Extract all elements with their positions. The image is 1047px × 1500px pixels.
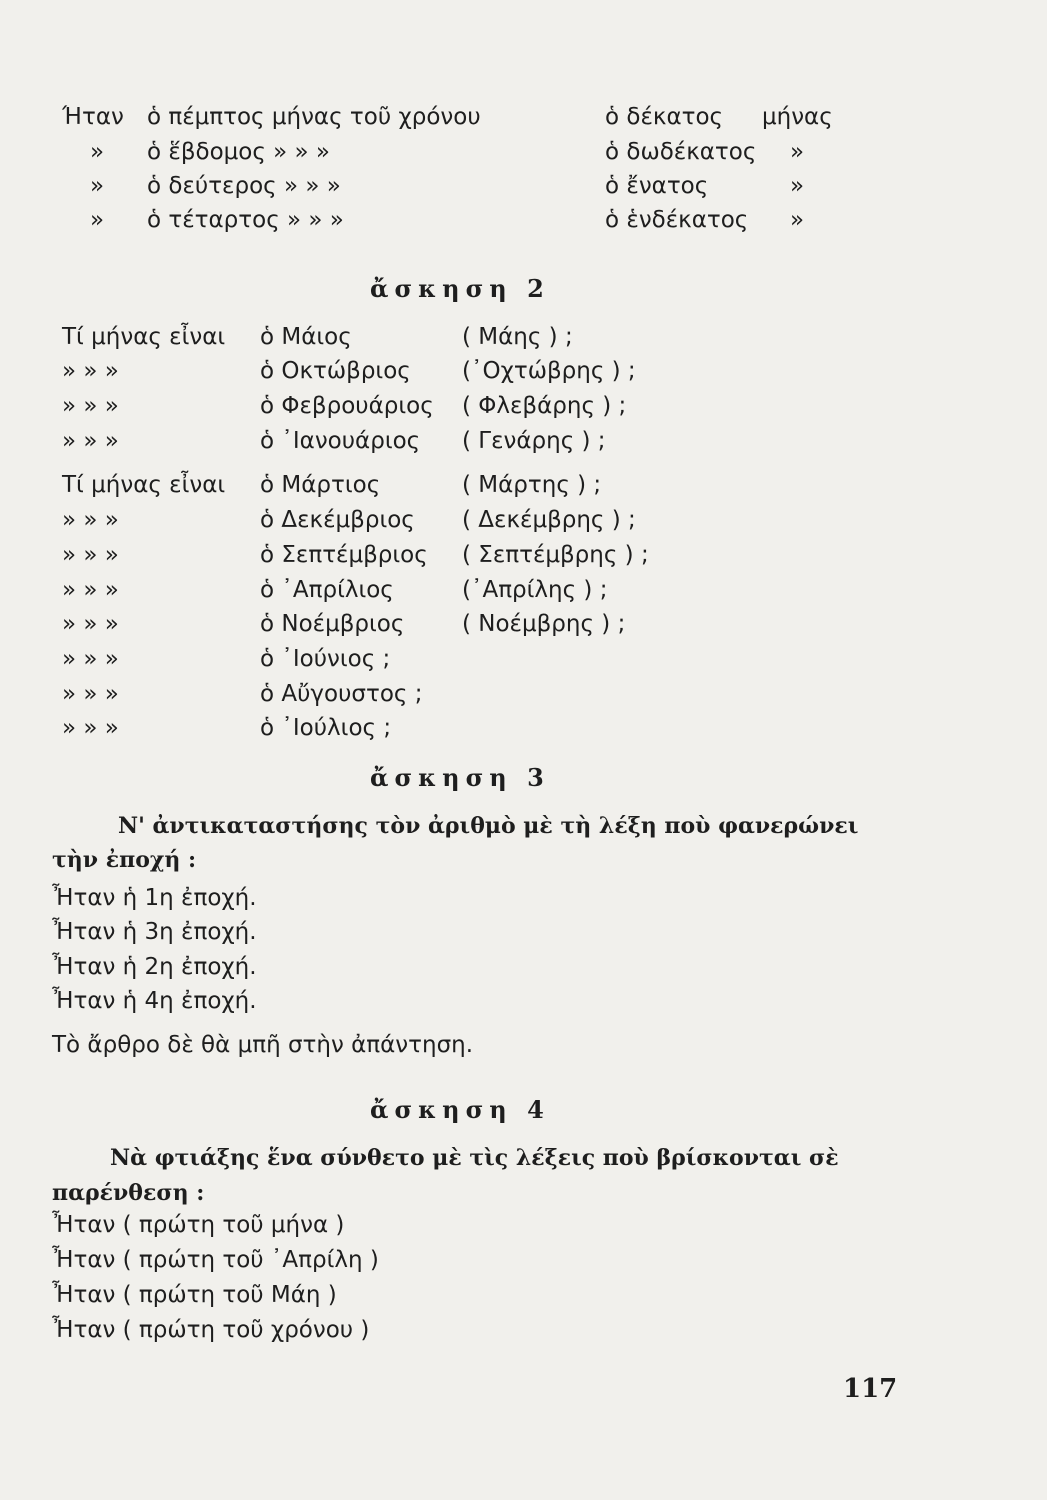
s1-cell-a: »: [90, 207, 105, 233]
exercise-3-line: Ἦταν ἡ 3η ἐποχή.: [52, 919, 257, 945]
month-name: ὁ ᾿Ιούλιος ;: [260, 715, 392, 741]
exercise-4-instruction-cont: παρένθεση :: [52, 1180, 205, 1206]
question-text: » » »: [62, 428, 119, 454]
popular-name: ( Δεκέμβρης ) ;: [462, 507, 636, 533]
month-name: ὁ Νοέμβριος: [260, 611, 405, 637]
question-text: Τί μήνας εἶναι: [62, 472, 226, 498]
s1-cell-c: ὁ ἔνατος: [605, 173, 709, 199]
popular-name: (᾿Οχτώβρης ) ;: [462, 358, 636, 384]
s1-cell-d: μήνας: [762, 104, 833, 130]
page-number: 117: [843, 1374, 898, 1404]
exercise-2-title: ἄσκηση 2: [370, 274, 550, 303]
s1-cell-a: Ήταν: [62, 104, 124, 130]
popular-name: ( Φλεβάρης ) ;: [462, 393, 627, 419]
question-text: » » »: [62, 358, 119, 384]
month-name: ὁ Αὔγουστος ;: [260, 681, 423, 707]
popular-name: ( Σεπτέμβρης ) ;: [462, 542, 649, 568]
exercise-4-line: Ἦταν ( πρώτη τοῦ μήνα ): [52, 1212, 345, 1238]
question-text: » » »: [62, 715, 119, 741]
s1-cell-b: ὁ ἕβδομος » » »: [147, 139, 330, 165]
question-text: » » »: [62, 507, 119, 533]
s1-cell-d: »: [790, 139, 805, 165]
s1-cell-c: ὁ δέκατος: [605, 104, 724, 130]
s1-cell-b: ὁ τέταρτος » » »: [147, 207, 344, 233]
month-name: ὁ Δεκέμβριος: [260, 507, 415, 533]
exercise-3-instruction-cont: τὴν ἐποχή :: [52, 847, 197, 873]
exercise-3-title: ἄσκηση 3: [370, 763, 550, 792]
exercise-3-line: Ἦταν ἡ 2η ἐποχή.: [52, 954, 257, 980]
month-name: ὁ ᾿Ιανουάριος: [260, 428, 421, 454]
question-text: Τί μήνας εἶναι: [62, 324, 226, 350]
question-text: » » »: [62, 681, 119, 707]
s1-cell-d: »: [790, 207, 805, 233]
exercise-4-title: ἄσκηση 4: [370, 1095, 550, 1124]
exercise-4-line: Ἦταν ( πρώτη τοῦ χρόνου ): [52, 1317, 370, 1343]
month-name: ὁ Σεπτέμβριος: [260, 542, 428, 568]
month-name: ὁ Μάιος: [260, 324, 352, 350]
exercise-4-line: Ἦταν ( πρώτη τοῦ ᾿Απρίλη ): [52, 1247, 379, 1273]
month-name: ὁ Μάρτιος: [260, 472, 381, 498]
exercise-3-line: Ἦταν ἡ 4η ἐποχή.: [52, 988, 257, 1014]
exercise-3-note: Τὸ ἄρθρο δὲ θὰ μπῆ στὴν ἀπάντηση.: [52, 1032, 474, 1058]
s1-cell-c: ὁ ἑνδέκατος: [605, 207, 749, 233]
s1-cell-a: »: [90, 139, 105, 165]
exercise-4-line: Ἦταν ( πρώτη τοῦ Μάη ): [52, 1282, 337, 1308]
popular-name: ( Γενάρης ) ;: [462, 428, 606, 454]
question-text: » » »: [62, 393, 119, 419]
question-text: » » »: [62, 577, 119, 603]
popular-name: ( Μάης ) ;: [462, 324, 573, 350]
exercise-3-line: Ἦταν ἡ 1η ἐποχή.: [52, 885, 257, 911]
s1-cell-b: ὁ πέμπτος μήνας τοῦ χρόνου: [147, 104, 481, 130]
month-name: ὁ ᾿Ιούνιος ;: [260, 646, 391, 672]
month-name: ὁ Οκτώβριος: [260, 358, 411, 384]
s1-cell-d: »: [790, 173, 805, 199]
month-name: ὁ ᾿Απρίλιος: [260, 577, 394, 603]
exercise-4-instruction: Νὰ φτιάξης ἕνα σύνθετο μὲ τὶς λέξεις ποὺ βρίσκονται σὲ: [110, 1145, 839, 1171]
s1-cell-b: ὁ δεύτερος » » »: [147, 173, 341, 199]
question-text: » » »: [62, 542, 119, 568]
question-text: » » »: [62, 646, 119, 672]
s1-cell-a: »: [90, 173, 105, 199]
exercise-3-instruction: Ν' ἀντικαταστήσης τὸν ἀριθμὸ μὲ τὴ λέξη ποὺ φανερώνει: [118, 813, 859, 839]
popular-name: ( Νοέμβρης ) ;: [462, 611, 626, 637]
month-name: ὁ Φεβρουάριος: [260, 393, 434, 419]
s1-cell-c: ὁ δωδέκατος: [605, 139, 757, 165]
popular-name: ( Μάρτης ) ;: [462, 472, 602, 498]
question-text: » » »: [62, 611, 119, 637]
popular-name: (᾿Απρίλης ) ;: [462, 577, 608, 603]
